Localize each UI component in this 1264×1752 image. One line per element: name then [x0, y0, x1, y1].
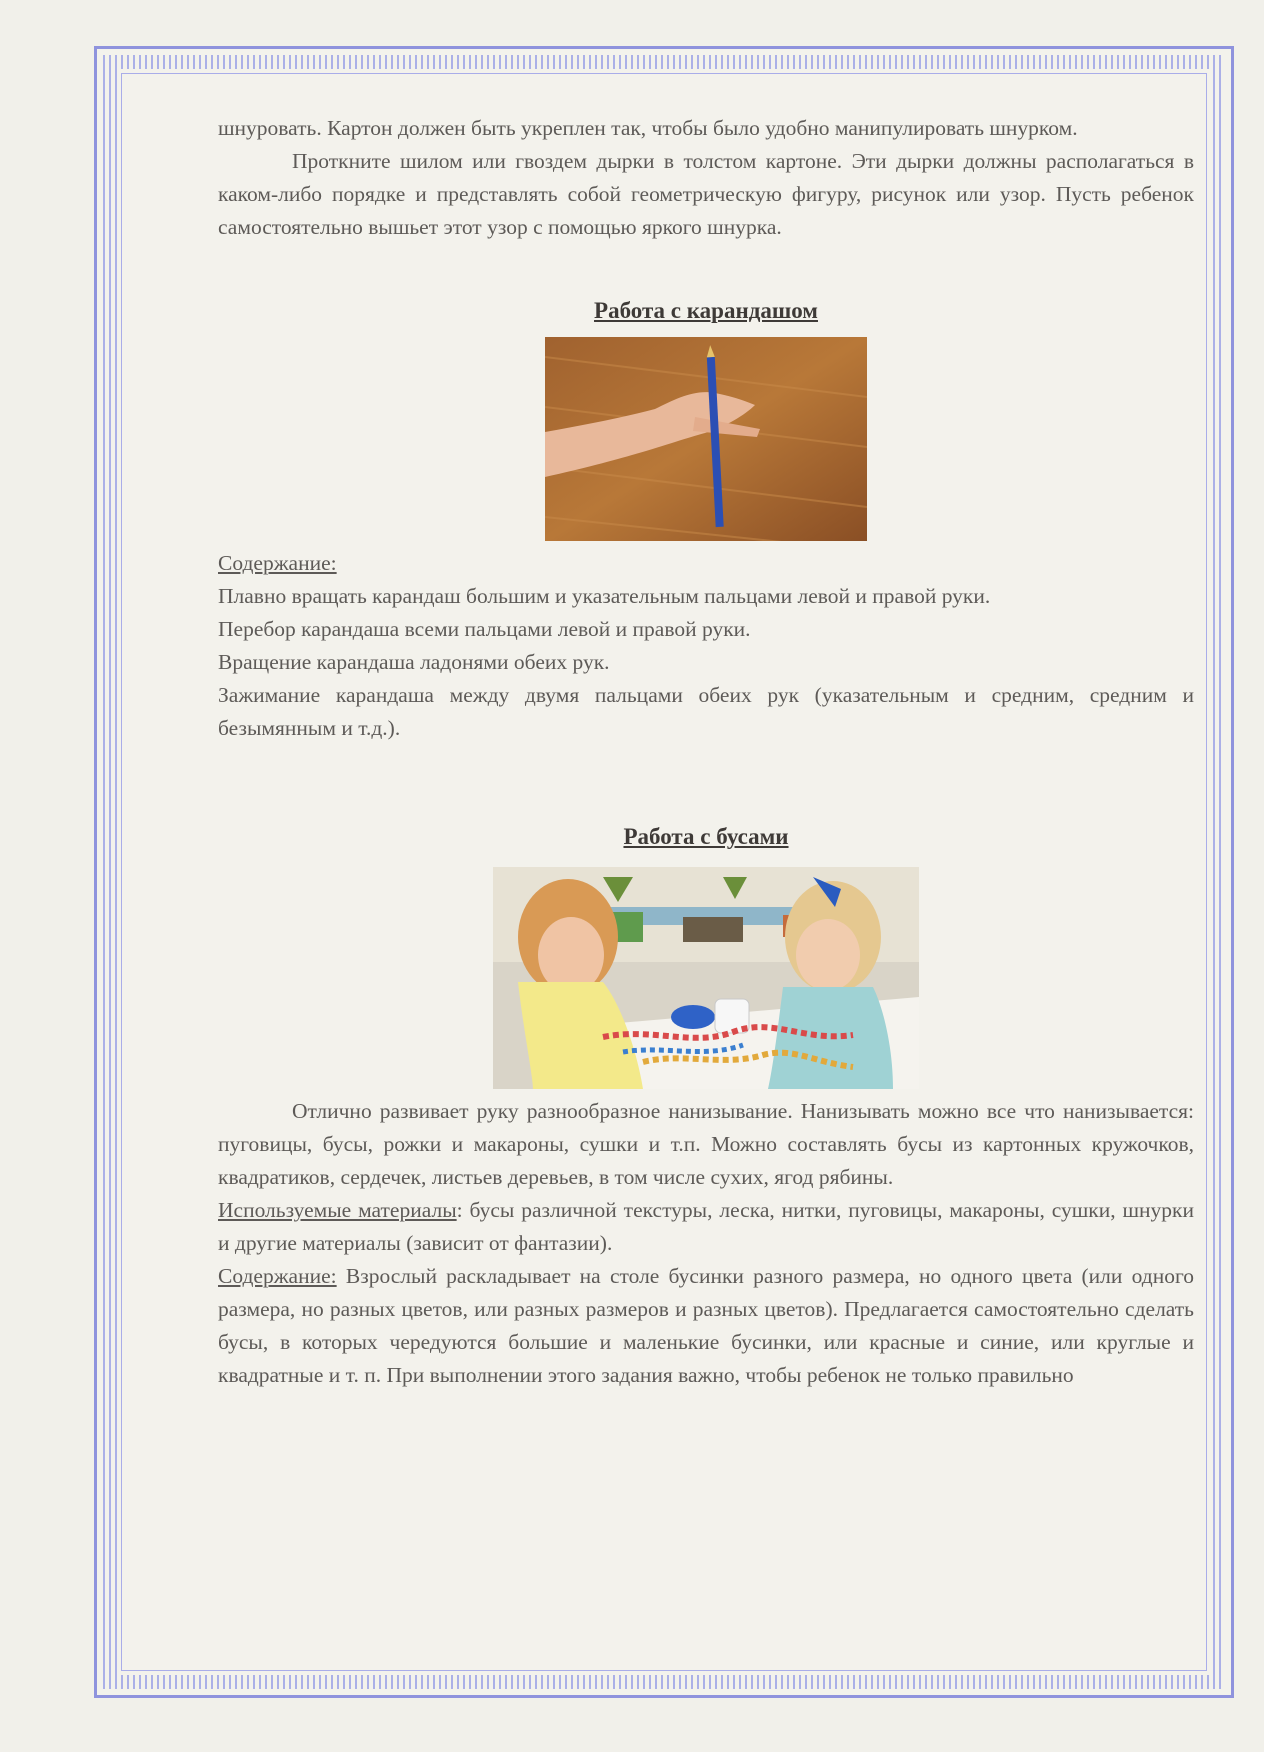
pencil-line-4: Зажимание карандаша между двумя пальцами обеих рук (указательным и средним, средним и безымянным и т.д.). — [218, 683, 1194, 740]
intro-paragraph-1: шнуровать. Картон должен быть укреплен так, чтобы было удобно манипулировать шнурком. — [218, 116, 1078, 140]
pencil-section-title: Работа с карандашом — [594, 298, 818, 323]
beads-content-label: Содержание: — [218, 1264, 337, 1288]
pencil-line-1: Плавно вращать карандаш большим и указательным пальцами левой и правой руки. — [218, 584, 991, 608]
beads-section-title: Работа с бусами — [623, 824, 789, 849]
materials-label: Используемые материалы — [218, 1198, 457, 1222]
beads-paragraph-1: Отлично развивает руку разнообразное нанизывание. Нанизывать можно все что нанизывается: пуговицы, бусы, рожки и макароны, сушки и т.п. Можно составлять бусы из картонных кружочков, квадратиков, сердечек, листьев деревьев, в том числе сухих, ягод рябины. — [218, 1099, 1194, 1189]
pencil-line-3: Вращение карандаша ладонями обеих рук. — [218, 650, 610, 674]
pencil-line-2: Перебор карандаша всеми пальцами левой и правой руки. — [218, 617, 751, 641]
pencil-content-label: Содержание: — [218, 551, 337, 575]
beads-content-text: Взрослый раскладывает на столе бусинки разного размера, но одного цвета (или одного размера, но разных цветов, или разных размеров и разных цветов). Предлагается самостоятельно сделать бусы, в которых чередуются большие и маленькие бусинки, или красные и синие, или круглые и квадратные и т. п. При выполнении этого задания важно, чтобы ребенок не только правильно — [218, 1264, 1194, 1387]
pencil-photo — [545, 337, 867, 541]
intro-paragraph-2: Проткните шилом или гвоздем дырки в толстом картоне. Эти дырки должны располагаться в каком-либо порядке и представлять собой геометрическую фигуру, рисунок или узор. Пусть ребенок самостоятельно вышьет этот узор с помощью яркого шнурка. — [218, 149, 1194, 239]
beads-content-paragraph — [218, 1260, 1194, 1392]
beads-materials-paragraph — [218, 1194, 1194, 1260]
beads-photo — [493, 867, 919, 1089]
document-page — [218, 112, 1194, 1392]
materials-text: : бусы различной текстуры, леска, нитки, пуговицы, макароны, сушки, шнурки и другие материалы (зависит от фантазии). — [218, 1198, 1194, 1255]
